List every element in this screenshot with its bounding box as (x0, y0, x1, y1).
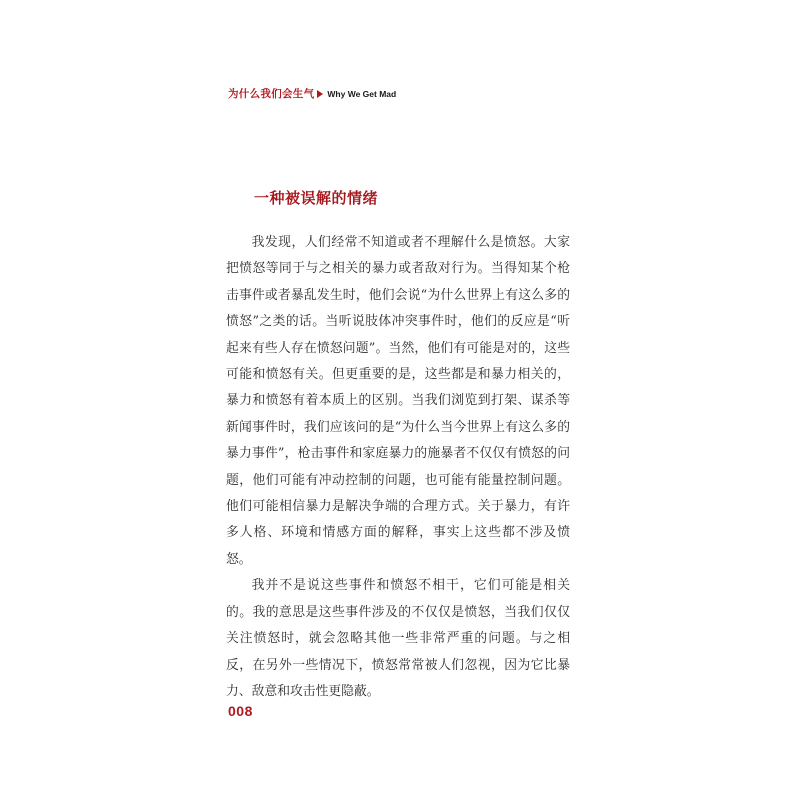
running-header (228, 86, 396, 101)
body-text (226, 230, 570, 705)
book-title-en: Why We Get Mad (327, 88, 397, 99)
page-number: 008 (228, 703, 253, 719)
paragraph-1: 我发现，人们经常不知道或者不理解什么是愤怒。大家把愤怒等同于与之相关的暴力或者敌对行为。当得知某个枪击事件或者暴乱发生时，他们会说“为什么世界上有这么多的愤怒”之类的话。当听说肢体冲突事件时，他们的反应是“听起来有些人存在愤怒问题”。当然，他们有可能是对的，这些可能和愤怒有关。但更重要的是，这些都是和暴力相关的，暴力和愤怒有着本质上的区别。当我们浏览到打架、谋杀等新闻事件时，我们应该问的是“为什么当今世界上有这么多的暴力事件”，枪击事件和家庭暴力的施暴者不仅仅有愤怒的问题，他们可能有冲动控制的问题，也可能有能量控制问题。他们可能相信暴力是解决争端的合理方式。关于暴力，有许多人格、环境和情感方面的解释，事实上这些都不涉及愤怒。 (226, 235, 570, 567)
triangle-right-icon (317, 90, 323, 98)
book-title-zh: 为什么我们会生气 (228, 88, 315, 100)
section-title: 一种被误解的情绪 (254, 189, 379, 207)
paragraph-2: 我并不是说这些事件和愤怒不相干，它们可能是相关的。我的意思是这些事件涉及的不仅仅是愤怒，当我们仅仅关注愤怒时，就会忽略其他一些非常严重的问题。与之相反，在另外一些情况下，愤怒常常被人们忽视，因为它比暴力、敌意和攻击性更隐蔽。 (226, 578, 570, 699)
